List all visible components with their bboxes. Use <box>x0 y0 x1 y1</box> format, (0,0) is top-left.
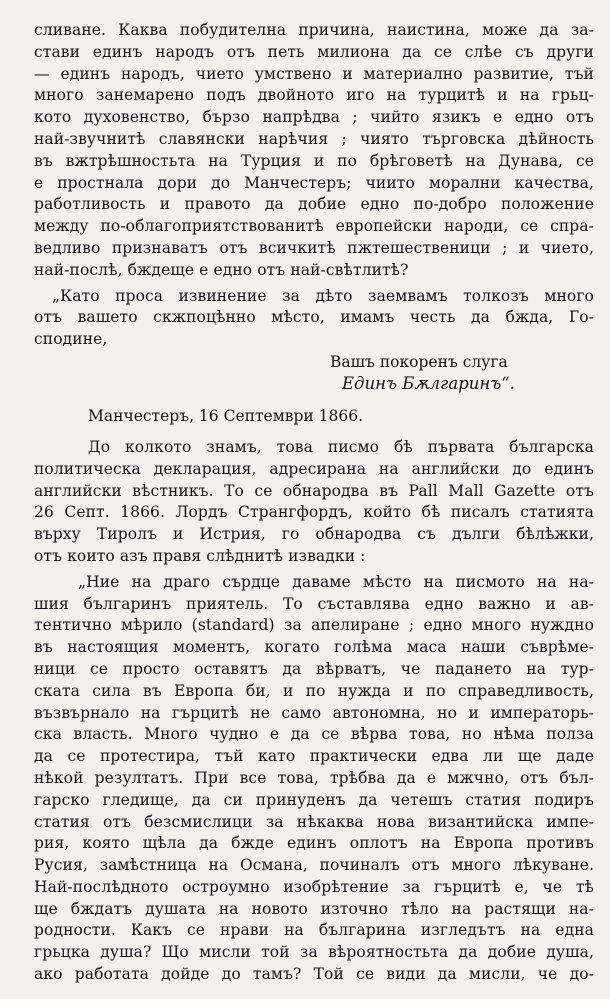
text-line: ако работата дойде до тамъ? Той се види да мисли, че до- <box>34 965 594 984</box>
text-line: най-звучнитѣ славянски нарѣчия ; чиято търговска дѣйность <box>34 129 594 148</box>
text-line: До колкото знамъ, това писмо бѣ първата българска <box>88 437 594 456</box>
text-line: Русия, замѣстница на Османа, починалъ отъ много лѣкуване. <box>34 856 594 875</box>
text-line: въ настоящия моментъ, когато голѣма маса наши съврѣме- <box>34 638 594 657</box>
text-line: между по-облагоприятствованитѣ европейски народи, се спра- <box>34 217 594 236</box>
text-line: статия отъ безсмислици за нѣкаква нова византийска импе- <box>34 812 594 831</box>
text-line: стави единъ народъ отъ петь милиона да се слѣе съ други <box>34 42 594 61</box>
text-line: грьцка душа? Що мисли той за вѣроятностьта да добие душа, <box>34 943 594 962</box>
text-line: въ вжтрѣшностьта на Турция и по брѣговетѣ на Дунава, се <box>34 151 594 170</box>
text-line: ска власть. Много чудно е да се вѣрва това, но нѣма полза <box>34 725 594 744</box>
text-line: нѣкой резултатъ. При все това, трѣбва да е мжчно, отъ бъл- <box>34 768 594 787</box>
text-line: работливость и правото да добие едно по-добро положение <box>34 195 594 214</box>
text-line: рия, която щѣла да бжде единъ оплотъ на Европа противъ <box>34 834 594 853</box>
text-line: политическа декларация, адресирана на английски до единъ <box>34 459 594 478</box>
text-line: ската сила въ Европа би, и по нужда и по справедливость, <box>34 681 594 700</box>
text-line: да се протестира, тъй като практически едва ли ще даде <box>34 747 594 766</box>
text-line: сливане. Каква побудителна причина, наистина, може да за- <box>34 21 594 39</box>
signature-name: Единъ Бѫлгаринъ“. <box>342 373 515 393</box>
text-line: възвърнало на гърцитѣ не само автономна, но и императорь- <box>34 703 594 722</box>
paragraph-commentary <box>34 437 594 568</box>
text-line: кото духовенство, бързо напрѣдва ; чийто язикъ е едно отъ <box>34 108 594 127</box>
text-line: е простнала дори до Манчестеръ; чиито морални качества, <box>34 173 594 192</box>
text-line: върху Тиролъ и Истрия, го обнародва съ дълги бѣлѣжки, <box>34 525 594 544</box>
text-line: Най-послѣдното остроумно изобрѣтение за гърцитѣ е, че тѣ <box>34 877 594 896</box>
paragraph-closing <box>34 286 594 351</box>
signature-salutation: Вашъ покоренъ слуга <box>330 352 508 371</box>
text-line: ведливо признаватъ отъ всичкитѣ пжтешественици ; и чието, <box>34 238 594 257</box>
text-line: шия българинъ приятель. То съставлява едно важно и ав- <box>34 594 594 613</box>
text-line: „Ние на драго сърдце даваме мѣсто на писмото на на- <box>78 572 594 591</box>
text-line: 26 Септ. 1866. Лордъ Странгфордъ, който бѣ писалъ статията <box>34 503 594 522</box>
text-line: ници се просто оставятъ да вѣрватъ, че падането на тур- <box>34 659 594 678</box>
text-line: английски вѣстникъ. То се обнародва въ Pall Mall Gazette отъ <box>34 481 594 500</box>
text-line: тентично мѣрило (standard) за апелиране ; едно много нуждно <box>34 616 594 635</box>
text-line: „Като проса извинение за дѣто заемвамъ толкозъ много <box>52 286 594 305</box>
paragraph-quotation <box>34 572 594 986</box>
text-line: гарско гледище, да си принуденъ да четешъ статия подиръ <box>34 790 594 809</box>
text-line: много занемарено подъ двойното иго на турцитѣ и на грьц- <box>34 86 594 105</box>
text-line: най-послѣ, бждеще е едно отъ най-свѣтлитѣ? <box>34 260 409 279</box>
text-line: сподине, <box>34 330 108 349</box>
text-line: — единъ народъ, чието умствено и материално развитие, тъй <box>34 64 594 83</box>
text-line: родности. Какъ се нрави на българина изгледътъ на една <box>34 921 594 940</box>
text-line: отъ които азъ правя слѣднитѣ извадки : <box>34 546 366 565</box>
letter-date: Манчестеръ, 16 Септември 1866. <box>88 406 364 425</box>
paragraph-letter-ending <box>34 20 594 282</box>
text-line: отъ вашето скжпоцѣнно мѣсто, имамъ честь да бжда, Го- <box>34 308 594 327</box>
text-line: ще бждатъ душата на новото източно тѣло на растящи на- <box>34 899 594 918</box>
